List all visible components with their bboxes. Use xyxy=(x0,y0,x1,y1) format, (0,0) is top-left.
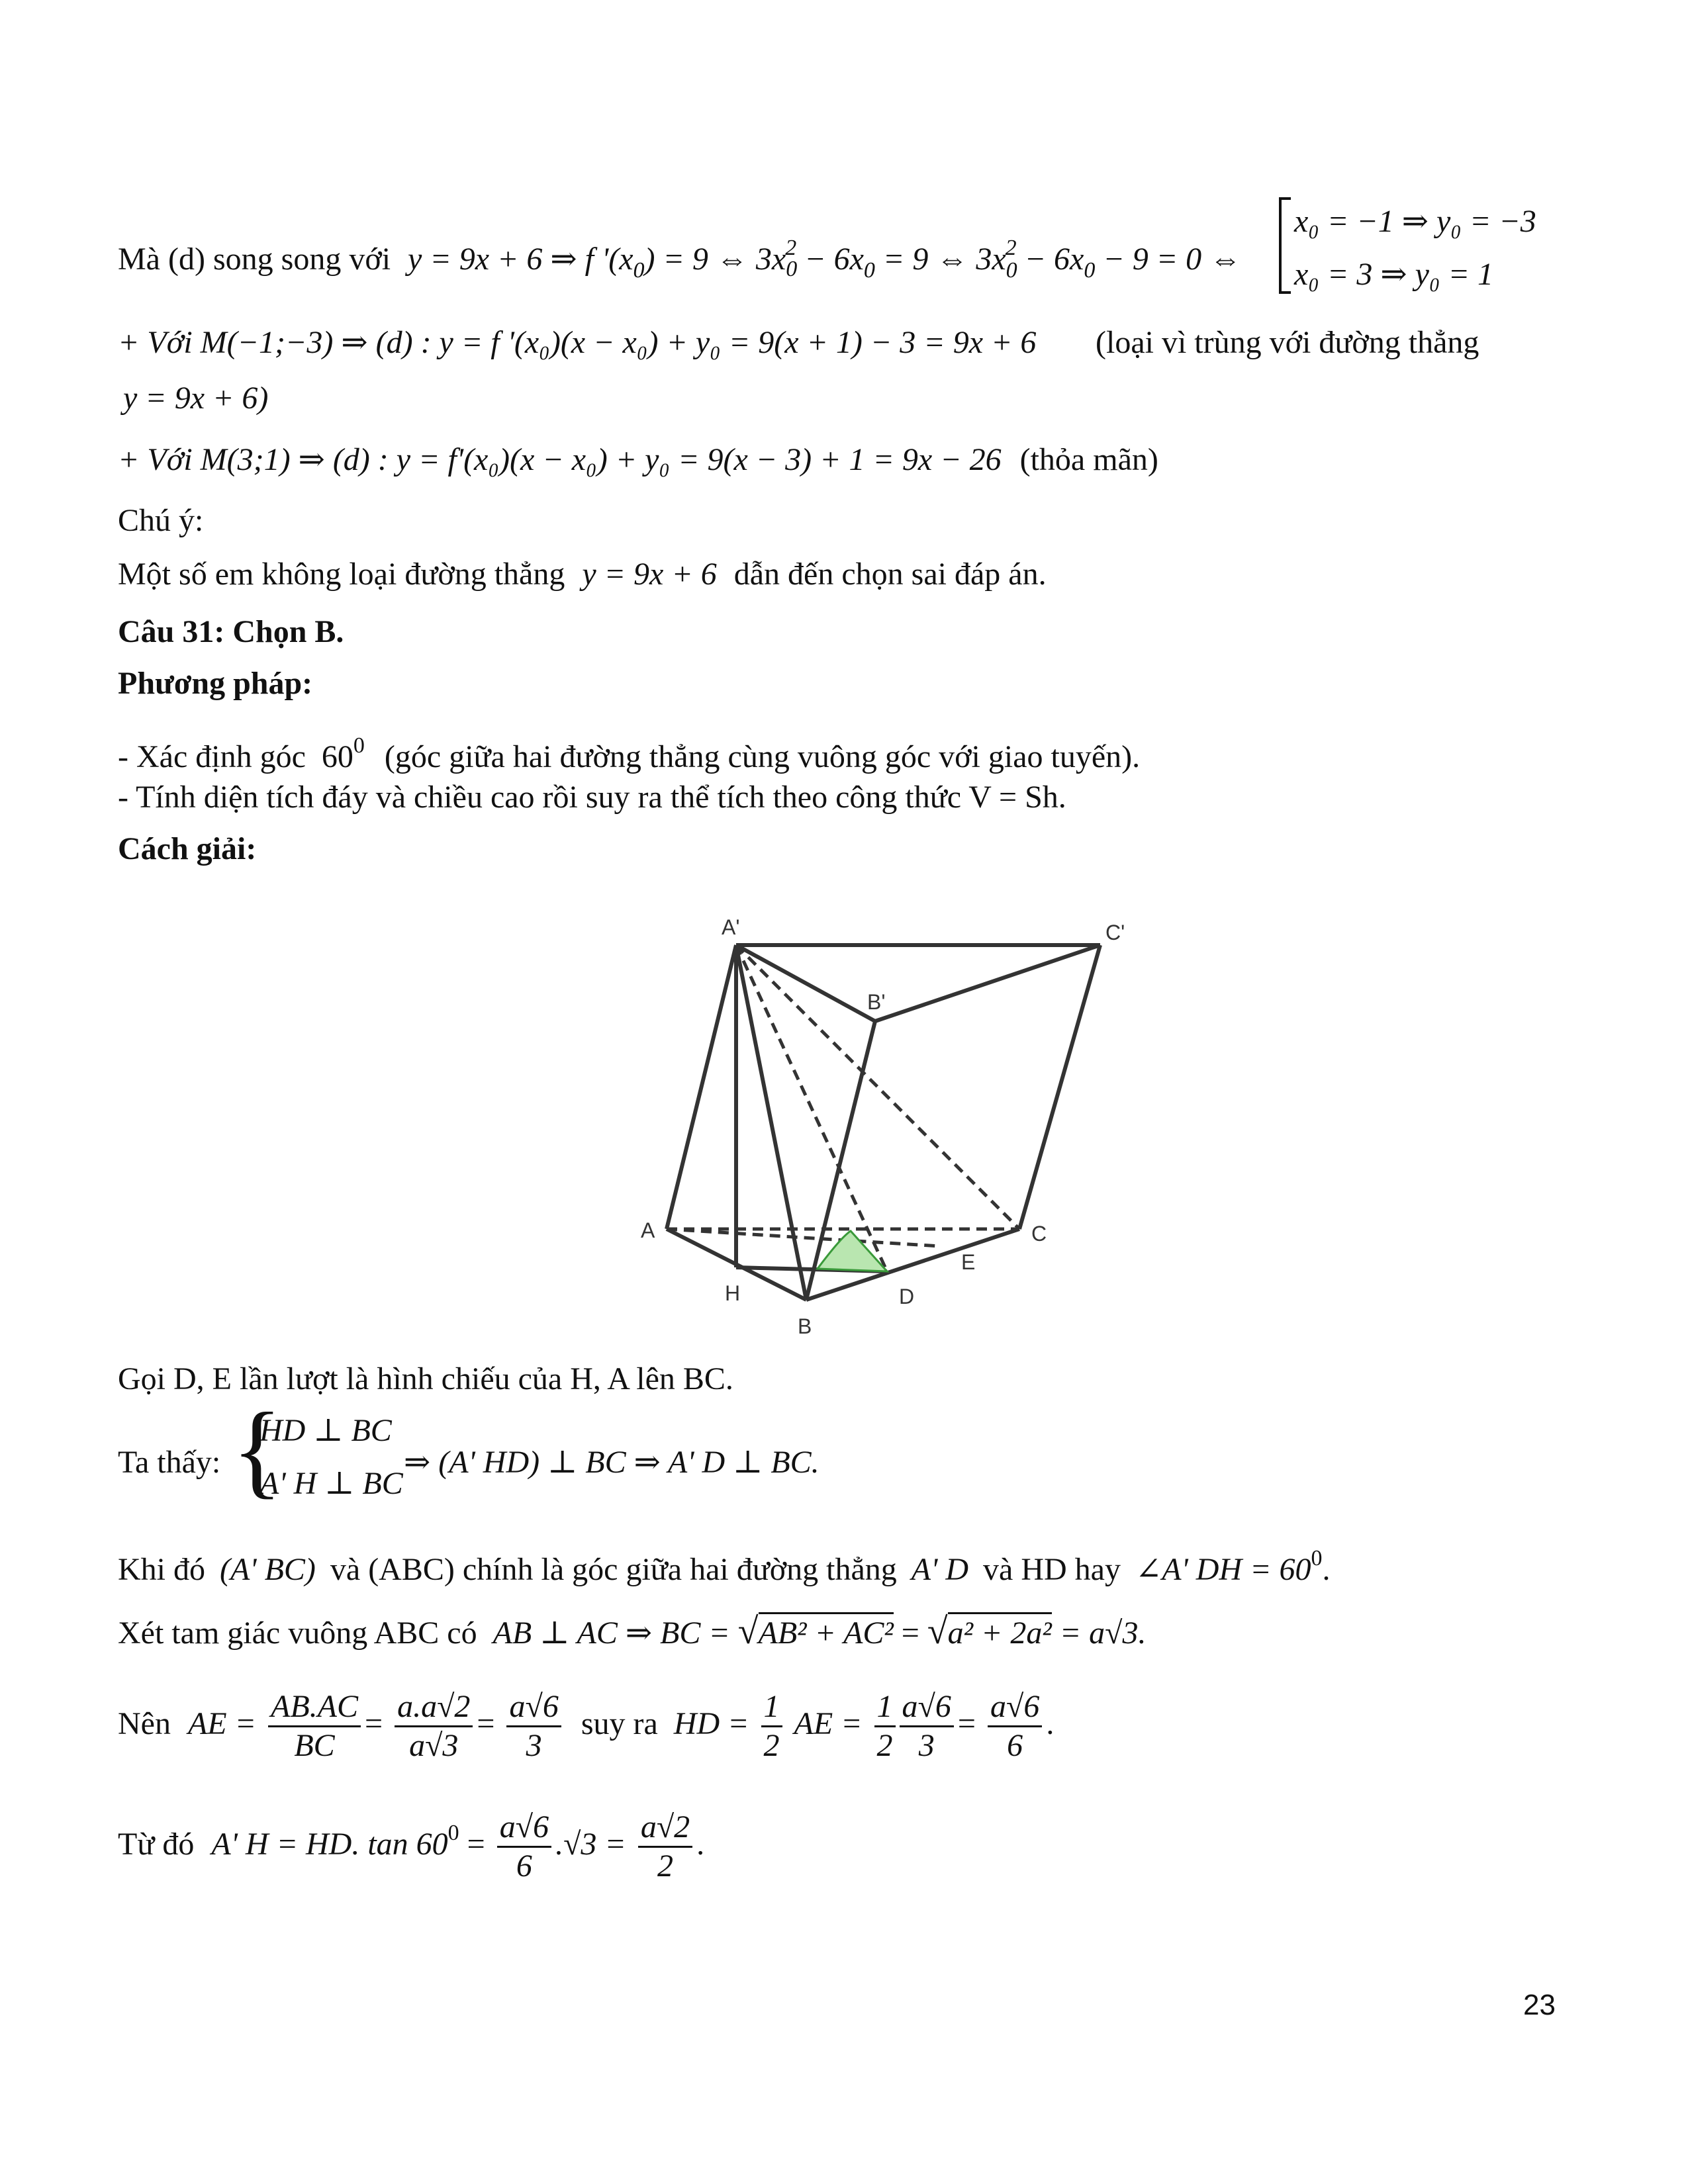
eq: = a√3. xyxy=(1059,1615,1147,1651)
note-heading: Chú ý: xyxy=(118,503,204,538)
eq: HD = xyxy=(673,1706,749,1741)
system-brace: { xyxy=(232,1390,283,1508)
text: và (ABC) chính là góc giữa hai đường thẳng xyxy=(330,1552,897,1587)
method-heading: Phương pháp: xyxy=(118,666,313,701)
frac-den: 2 xyxy=(763,1728,780,1764)
case-bracket xyxy=(1279,197,1291,294)
system-eq-2: A' H ⊥ BC xyxy=(259,1466,403,1501)
frac-num: a√6 xyxy=(497,1809,551,1848)
line-case-3 xyxy=(118,440,1158,480)
edge-a1b xyxy=(736,945,806,1300)
system-result: ⇒ (A' HD) ⊥ BC ⇒ A' D ⊥ BC. xyxy=(404,1445,820,1480)
eq: AE = xyxy=(187,1706,256,1741)
label-c: C xyxy=(1031,1222,1047,1246)
text: Khi đó xyxy=(118,1552,205,1587)
eq: AB ⊥ AC ⇒ BC = xyxy=(492,1615,730,1651)
frac-num: a√6 xyxy=(506,1688,561,1727)
para-angle xyxy=(118,1539,1331,1590)
line-ad: A' D xyxy=(911,1552,969,1587)
frac-den: BC xyxy=(294,1728,335,1764)
eq: = xyxy=(901,1615,919,1651)
label-e: E xyxy=(961,1250,976,1274)
text: Một số em không loại đường thẳng xyxy=(118,557,565,592)
frac-num: AB.AC xyxy=(268,1688,361,1727)
case-2: x₀ = 3 ⇒ y₀ = 1 xyxy=(1294,257,1493,292)
label-h: H xyxy=(725,1281,741,1305)
degree: 0 xyxy=(447,1821,459,1845)
eq-part: − 6x xyxy=(1016,242,1084,277)
method-step-2: - Tính diện tích đáy và chiều cao rồi suy ra thể tích theo công thức V = Sh. xyxy=(118,780,1066,815)
dashed-a1d xyxy=(736,945,887,1271)
eq-part: = 9 ⇔ 3x xyxy=(874,242,1006,277)
label-a: A xyxy=(641,1218,655,1242)
page-number: 23 xyxy=(1523,1989,1556,2021)
note-text: (thỏa mãn) xyxy=(1019,442,1158,477)
eq-part: ) = 9 ⇔ 3x xyxy=(644,242,786,277)
frac-den: 3 xyxy=(526,1728,542,1764)
text: Nên xyxy=(118,1706,171,1741)
text: - Xác định góc xyxy=(118,739,306,774)
line-warning xyxy=(118,555,1047,594)
para-bc: Xét tam giác vuông ABC có AB ⊥ AC ⇒ BC = √AB² + AC² = √a² + 2a² = a√3. xyxy=(118,1611,1147,1652)
edge-c1c xyxy=(1019,945,1100,1229)
text: (góc giữa hai đường thẳng cùng vuông góc với giao tuyến). xyxy=(384,739,1141,774)
frac-num: 1 xyxy=(874,1688,896,1727)
text: và HD hay xyxy=(983,1552,1121,1587)
frac-num: 1 xyxy=(761,1688,782,1727)
eq: .√3 = xyxy=(555,1827,626,1862)
label-b: B xyxy=(798,1314,812,1338)
label-c1: C' xyxy=(1105,921,1125,944)
edge-b1c1 xyxy=(875,945,1100,1021)
line-continuation: y = 9x + 6) xyxy=(123,381,269,416)
label-d: D xyxy=(899,1285,915,1308)
end: . xyxy=(1046,1706,1055,1741)
eq-text: + Với M(3;1) ⇒ (d) : y = f'(x₀)(x − x₀) + y₀ = 9(x − 3) + 1 = 9x − 26 xyxy=(118,442,1002,477)
degree: 0 xyxy=(1311,1546,1323,1570)
system-eq-1: HD ⊥ BC xyxy=(259,1413,392,1448)
method-step-1 xyxy=(118,726,1140,777)
frac-num: a.a√2 xyxy=(395,1688,473,1727)
frac-den: 6 xyxy=(516,1848,532,1884)
eq: A' H = HD. tan 60 xyxy=(211,1827,448,1862)
para-ae: Nên AE = $\frac{AB.AC}{BC}$ = $\frac{a.a√2}{a√3}$ = $\frac{a√6}{3}$ suy ra HD = $\frac{1}{2}$ AE = $\frac{1}{2}$ $\frac{a√6}{3}$ = $\frac{a√6}{6}$ . xyxy=(118,1689,1055,1764)
solution-heading: Cách giải: xyxy=(118,831,257,866)
text: suy ra xyxy=(581,1706,658,1741)
case-1: x₀ = −1 ⇒ y₀ = −3 xyxy=(1294,204,1536,239)
angle-eq: ∠A' DH = 60 xyxy=(1135,1552,1311,1587)
frac-num: a√6 xyxy=(900,1688,954,1727)
frac-den: 3 xyxy=(918,1728,935,1764)
frac-den: a√3 xyxy=(409,1728,459,1764)
eq: AE = xyxy=(794,1706,863,1741)
eq-part: − 9 = 0 ⇔ xyxy=(1095,242,1242,277)
degree: 0 xyxy=(353,733,365,758)
prism-figure xyxy=(622,907,1125,1343)
label-b1: B' xyxy=(867,990,886,1014)
eq-part: − 6x xyxy=(796,242,864,277)
radicand: a² + 2a² xyxy=(948,1612,1052,1651)
frac-den: 2 xyxy=(876,1728,893,1764)
para-system-prefix: Ta thấy: xyxy=(118,1445,221,1480)
eq-part: y = 9x + 6 ⇒ f '(x xyxy=(408,242,633,277)
line-parallel-condition: Mà (d) song song với y = 9x + 6 ⇒ f '$(x_0) = 9$ ⇔ $3x_0^2 - 6x_0 = 9$ ⇔ $3x_0^2 - 6x_0 - 9 = 0$ ⇔ xyxy=(118,236,1242,283)
end: . xyxy=(1322,1552,1331,1587)
edge-a1a xyxy=(667,945,736,1229)
frac-num: a√2 xyxy=(638,1809,692,1848)
para-ah xyxy=(118,1794,704,1885)
text: dẫn đến chọn sai đáp án. xyxy=(733,557,1047,592)
line-case-minus1 xyxy=(118,323,1036,363)
para-projections: Gọi D, E lần lượt là hình chiếu của H, A lên BC. xyxy=(118,1361,733,1396)
end: . xyxy=(696,1827,705,1862)
radicand: AB² + AC² xyxy=(759,1612,894,1651)
frac-num: a√6 xyxy=(988,1688,1042,1727)
eq-text: + Với M(−1;−3) ⇒ (d) : y = f '(x₀)(x − x₀) + y₀ = 9(x + 1) − 3 = 9x + 6 xyxy=(118,325,1037,360)
note-text: (loại vì trùng với đường thẳng xyxy=(1096,325,1479,360)
dashed-ae xyxy=(667,1229,940,1246)
angle-value: 60 xyxy=(321,739,353,774)
eq: y = 9x + 6 xyxy=(582,557,717,592)
eq: = xyxy=(467,1827,485,1862)
text-prefix: Mà (d) song song với xyxy=(118,242,391,277)
edge-a1b1 xyxy=(736,945,875,1021)
label-a1: A' xyxy=(722,915,740,939)
question-heading: Câu 31: Chọn B. xyxy=(118,614,344,649)
frac-den: 6 xyxy=(1007,1728,1023,1764)
text: Từ đó xyxy=(118,1827,195,1862)
frac-den: 2 xyxy=(657,1848,673,1884)
text: Xét tam giác vuông ABC có xyxy=(118,1615,477,1651)
plane: (A' BC) xyxy=(220,1552,316,1587)
